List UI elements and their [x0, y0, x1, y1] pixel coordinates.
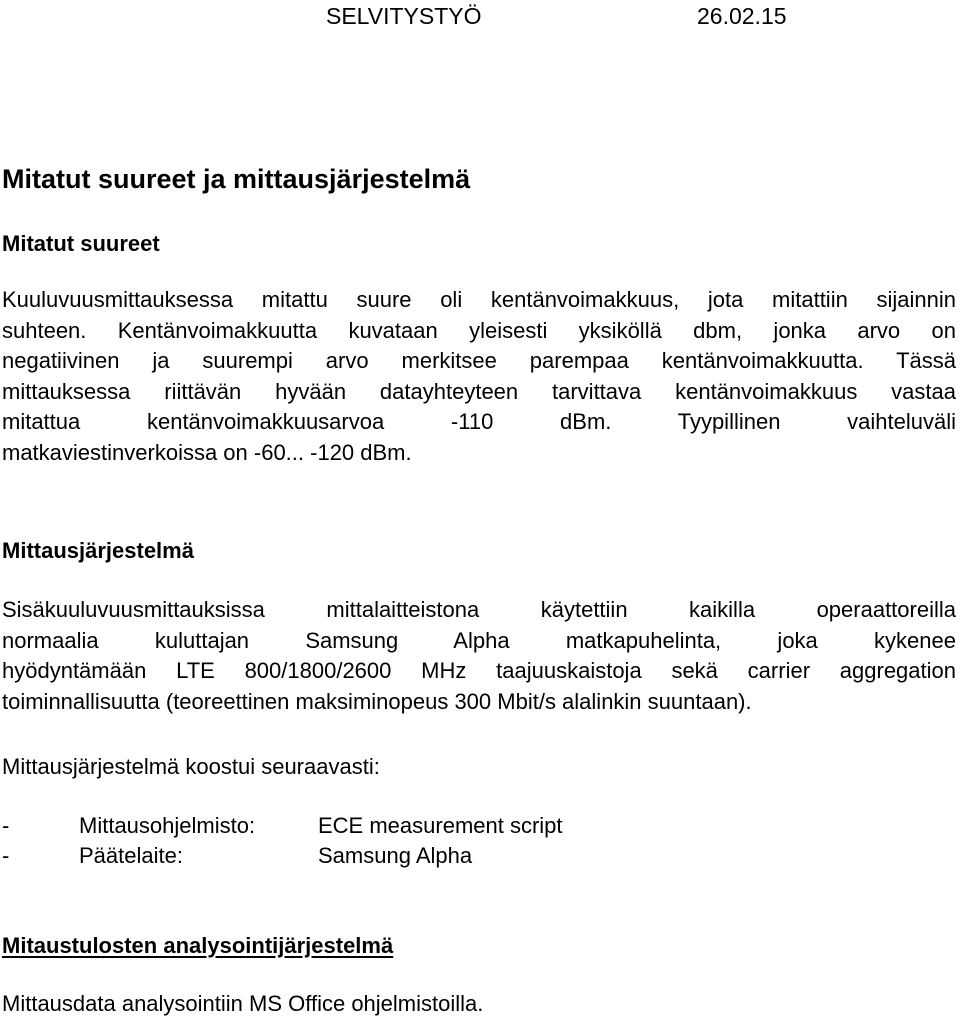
paragraph-line: mitattua kentänvoimakkuusarvoa -110 dBm. Tyypillinen vaihteluväli: [2, 409, 956, 434]
paragraph-line: mittauksessa riittävän hyvään datayhteyteen tarvittava kentänvoimakkuus vastaa: [2, 378, 956, 404]
paragraph-line: toiminnallisuutta (teoreettinen maksiminopeus 300 Mbit/s alalinkin suuntaan).: [2, 688, 752, 714]
paragraph-measurement-system: [2, 595, 956, 717]
section-heading-measured-quantities: Mitatut suureet: [2, 231, 160, 256]
document-header-date: 26.02.15: [697, 3, 787, 29]
list-item-value: Samsung Alpha: [318, 843, 473, 868]
list-item-label: Päätelaite:: [79, 843, 183, 868]
paragraph-line: Sisäkuuluvuusmittauksissa mittalaitteistona käytettiin kaikilla operaattoreilla: [2, 597, 956, 622]
list-dash: -: [2, 813, 10, 838]
list-item-label: Mittausohjelmisto:: [79, 813, 256, 838]
section-heading-measurement-system: Mittausjärjestelmä: [2, 538, 194, 563]
system-intro-text: Mittausjärjestelmä koostui seuraavasti:: [2, 754, 380, 779]
paragraph-line: Kuuluvuusmittauksessa mitattu suure oli kentänvoimakkuus, jota mitattiin sijainnin: [2, 287, 956, 312]
document-header-title: SELVITYSTYÖ: [326, 3, 482, 29]
list-dash: -: [2, 843, 10, 868]
paragraph-line: negatiivinen ja suurempi arvo merkitsee parempaa kentänvoimakkuutta. Tässä: [2, 348, 956, 373]
main-heading: Mitatut suureet ja mittausjärjestelmä: [2, 164, 471, 194]
paragraph-line: hyödyntämään LTE 800/1800/2600 MHz taajuuskaistoja sekä carrier aggregation: [2, 658, 956, 683]
section-heading-analysis-system: Mitaustulosten analysointijärjestelmä: [2, 933, 394, 958]
analysis-system-text: Mittausdata analysointiin MS Office ohjelmistoilla.: [2, 991, 484, 1016]
paragraph-measured-quantities: [2, 285, 956, 468]
paragraph-line: matkaviestinverkoissa on -60... -120 dBm.: [2, 439, 412, 465]
paragraph-line: suhteen. Kentänvoimakkuutta kuvataan yleisesti yksiköllä dbm, jonka arvo on: [2, 317, 956, 343]
paragraph-line: normaalia kuluttajan Samsung Alpha matkapuhelinta, joka kykenee: [2, 627, 956, 653]
list-item-value: ECE measurement script: [318, 813, 563, 838]
